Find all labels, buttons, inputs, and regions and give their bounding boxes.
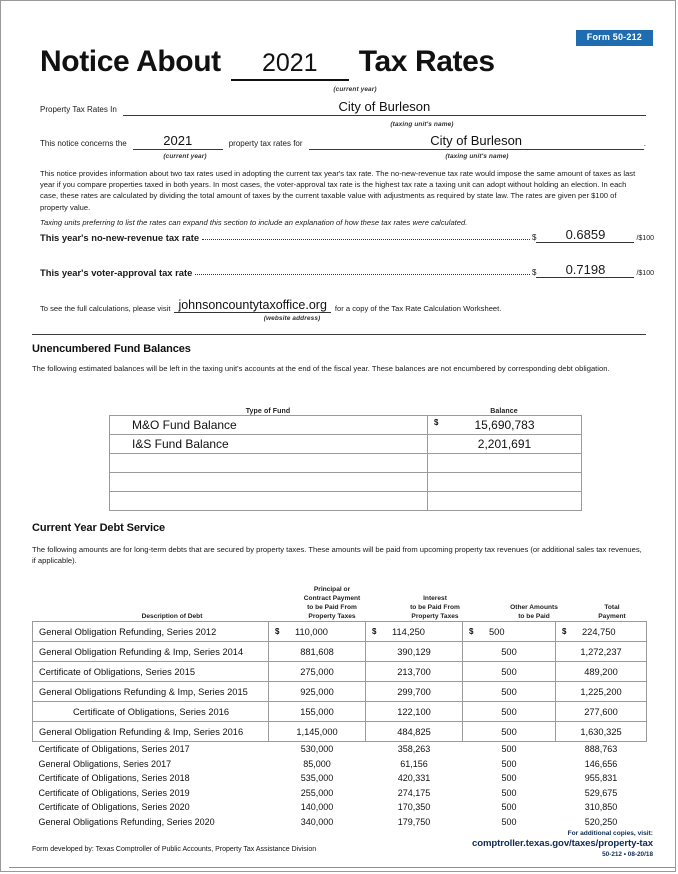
debt-column-header-principal-l3: to be Paid From xyxy=(307,604,357,611)
debt-description: Certificate of Obligations, Series 2017 xyxy=(38,744,190,755)
property-tax-rates-in-value: City of Burleson xyxy=(123,100,646,116)
debt-total: 529,675 xyxy=(584,787,618,798)
debt-interest xyxy=(366,622,463,642)
debt-column-header-description: Description of Debt xyxy=(141,613,203,620)
fund-balance-cell xyxy=(428,416,582,435)
debt-other xyxy=(463,622,556,642)
table-row xyxy=(110,492,582,511)
table-row xyxy=(33,662,647,682)
debt-description: Certificate of Obligations, Series 2016 xyxy=(33,702,269,722)
rate-per-unit: /$100 xyxy=(636,235,654,242)
debt-total: 520,250 xyxy=(584,816,618,827)
debt-interest: 299,700 xyxy=(366,682,463,702)
debt-interest: 61,156 xyxy=(400,758,428,769)
notice-concerns-unit: City of Burleson xyxy=(309,134,644,150)
property-tax-rates-in-row xyxy=(40,100,646,116)
notice-concerns-year-caption: (current year) xyxy=(163,153,207,160)
table-row xyxy=(33,815,647,830)
notice-concerns-unit-caption: (taxing unit's name) xyxy=(445,153,509,160)
debt-interest: 213,700 xyxy=(366,662,463,682)
debt-other-value: 500 xyxy=(489,626,505,637)
unencumbered-heading: Unencumbered Fund Balances xyxy=(32,343,191,355)
page-content xyxy=(32,1,654,872)
voter-approval-rate-row xyxy=(40,263,654,278)
debt-principal: 925,000 xyxy=(269,682,366,702)
table-row xyxy=(33,642,647,662)
debt-principal: 140,000 xyxy=(300,802,334,813)
debt-principal: 530,000 xyxy=(300,744,334,755)
debt-total-value: 224,750 xyxy=(582,626,616,637)
debt-interest: 274,175 xyxy=(397,787,431,798)
fund-balance-value: 2,201,691 xyxy=(477,437,532,451)
debt-description: General Obligations, Series 2017 xyxy=(38,758,172,769)
table-row xyxy=(110,454,582,473)
table-row xyxy=(33,742,647,757)
no-new-revenue-rate-row xyxy=(40,228,654,243)
debt-column-header-total-l1: Total xyxy=(604,604,620,611)
footer-developed-by: Form developed by: Texas Comptroller of Public Accounts, Property Tax Assistance Division xyxy=(32,846,317,853)
dollar-sign: $ xyxy=(372,626,377,636)
table-row xyxy=(33,702,647,722)
rate-per-unit: /$100 xyxy=(636,270,654,277)
debt-total: 1,225,200 xyxy=(556,682,647,702)
fund-name-cell xyxy=(110,454,428,473)
debt-description: Certificate of Obligations, Series 2015 xyxy=(33,662,269,682)
fund-column-header-type: Type of Fund xyxy=(245,408,291,415)
debt-other: 500 xyxy=(501,744,517,755)
fund-name-cell: I&S Fund Balance xyxy=(110,435,428,454)
debt-column-header-other-l2: to be Paid xyxy=(518,613,550,620)
debt-principal: 255,000 xyxy=(300,787,334,798)
fund-table-header-row xyxy=(109,408,581,415)
website-caption: (website address) xyxy=(263,315,321,322)
rate-leader-dots xyxy=(195,266,530,275)
debt-interest-value: 114,250 xyxy=(392,626,425,637)
debt-description: General Obligation Refunding & Imp, Series 2016 xyxy=(33,722,269,742)
debt-column-header-principal-l2: Contract Payment xyxy=(303,595,361,602)
debt-table-header-row xyxy=(32,579,654,623)
debt-other: 500 xyxy=(501,816,517,827)
debt-description: Certificate of Obligations, Series 2019 xyxy=(38,787,190,798)
fund-balance-table xyxy=(109,415,582,511)
debt-principal: 155,000 xyxy=(269,702,366,722)
title-year-caption: (current year) xyxy=(333,86,377,93)
debt-principal: 85,000 xyxy=(303,758,331,769)
debt-service-heading: Current Year Debt Service xyxy=(32,522,166,534)
debt-description: Certificate of Obligations, Series 2020 xyxy=(38,802,190,813)
debt-column-header-interest-l1: Interest xyxy=(423,595,447,602)
notice-concerns-period: . xyxy=(643,139,646,148)
debt-interest: 122,100 xyxy=(366,702,463,722)
debt-interest: 170,350 xyxy=(397,802,431,813)
debt-principal: 340,000 xyxy=(300,816,334,827)
debt-column-header-other-l1: Other Amounts xyxy=(510,604,558,611)
debt-other: 500 xyxy=(463,662,556,682)
rate-dollar-sign: $ xyxy=(532,268,537,277)
fund-column-header-balance: Balance xyxy=(490,408,518,415)
dollar-sign: $ xyxy=(562,626,567,636)
debt-service-table xyxy=(32,621,647,829)
debt-total: 146,656 xyxy=(584,758,618,769)
notice-concerns-row xyxy=(40,134,646,150)
rate-dollar-sign: $ xyxy=(532,233,537,242)
debt-principal: 275,000 xyxy=(269,662,366,682)
debt-interest: 420,331 xyxy=(397,773,431,784)
website-after-text: for a copy of the Tax Rate Calculation Worksheet. xyxy=(334,304,502,313)
dollar-sign: $ xyxy=(275,626,280,636)
fund-balance-cell xyxy=(428,473,582,492)
voter-approval-rate-label: This year's voter-approval tax rate xyxy=(40,267,193,278)
unencumbered-paragraph: The following estimated balances will be left in the taxing unit's accounts at the end of the fiscal year. These balances are not encumbered by corresponding debt obligation. xyxy=(32,364,610,373)
title-year-blank xyxy=(231,49,349,81)
debt-interest: 390,129 xyxy=(366,642,463,662)
debt-principal: 881,608 xyxy=(269,642,366,662)
debt-other: 500 xyxy=(463,642,556,662)
table-row xyxy=(33,682,647,702)
debt-other: 500 xyxy=(501,802,517,813)
debt-principal: 535,000 xyxy=(300,773,334,784)
debt-interest: 358,263 xyxy=(397,744,431,755)
debt-description: General Obligations Refunding & Imp, Series 2015 xyxy=(33,682,269,702)
title-suffix: Tax Rates xyxy=(358,45,495,78)
table-row xyxy=(33,800,647,815)
debt-description: General Obligation Refunding, Series 2012 xyxy=(33,622,269,642)
debt-total: 277,600 xyxy=(556,702,647,722)
notice-concerns-year: 2021 xyxy=(133,134,223,150)
property-tax-rates-in-caption: (taxing unit's name) xyxy=(390,121,454,128)
footer-right xyxy=(472,830,653,858)
debt-other: 500 xyxy=(501,773,517,784)
debt-service-paragraph: The following amounts are for long-term debts that are secured by property taxes. These amounts will be paid from upcoming property tax revenues (or additional sales tax revenues, if applicable). xyxy=(32,545,642,566)
title-prefix: Notice About xyxy=(40,45,221,78)
fund-balance-cell xyxy=(428,435,582,454)
website-address-value[interactable]: johnsoncountytaxoffice.org xyxy=(174,298,330,313)
debt-description: General Obligations Refunding, Series 2020 xyxy=(38,816,215,827)
fund-name-cell xyxy=(110,492,428,511)
form-number-badge: Form 50-212 xyxy=(576,30,653,46)
debt-total: 1,272,237 xyxy=(556,642,647,662)
no-new-revenue-rate-label: This year's no-new-revenue tax rate xyxy=(40,232,200,243)
debt-column-header-principal-l1: Principal or xyxy=(313,586,351,593)
voter-approval-rate-value: 0.7198 xyxy=(536,263,634,278)
table-row xyxy=(33,722,647,742)
debt-principal: 1,145,000 xyxy=(269,722,366,742)
notice-concerns-label: This notice concerns the xyxy=(40,139,127,148)
table-row xyxy=(33,622,647,642)
debt-description: General Obligation Refunding & Imp, Series 2014 xyxy=(33,642,269,662)
table-row xyxy=(110,435,582,454)
debt-other: 500 xyxy=(463,722,556,742)
fund-name-cell xyxy=(110,473,428,492)
title-year-value: 2021 xyxy=(261,49,318,77)
fund-balance-cell xyxy=(428,492,582,511)
fund-name-cell: M&O Fund Balance xyxy=(110,416,428,435)
dollar-sign: $ xyxy=(469,626,474,636)
debt-interest: 484,825 xyxy=(366,722,463,742)
debt-column-header-total-l2: Payment xyxy=(598,613,626,620)
footer-copies-label: For additional copies, visit: xyxy=(567,830,653,837)
debt-total: 888,763 xyxy=(584,744,618,755)
debt-total: 489,200 xyxy=(556,662,647,682)
debt-other: 500 xyxy=(463,702,556,722)
website-row xyxy=(40,298,501,313)
debt-total: 310,850 xyxy=(584,802,618,813)
debt-total xyxy=(556,622,647,642)
italic-note: Taxing units preferring to list the rates can expand this section to include an explanation of how these tax rates were calculated. xyxy=(40,218,468,227)
footer-url[interactable]: comptroller.texas.gov/taxes/property-tax xyxy=(471,838,653,849)
section-divider xyxy=(32,334,646,335)
debt-column-header-interest-l2: to be Paid From xyxy=(410,604,460,611)
debt-other: 500 xyxy=(501,787,517,798)
table-row xyxy=(33,786,647,801)
no-new-revenue-rate-value: 0.6859 xyxy=(536,228,634,243)
debt-interest: 179,750 xyxy=(397,816,431,827)
table-row xyxy=(110,416,582,435)
debt-principal xyxy=(269,622,366,642)
debt-other: 500 xyxy=(501,758,517,769)
fund-balance-value: 15,690,783 xyxy=(474,418,535,432)
debt-description: Certificate of Obligations, Series 2018 xyxy=(38,773,190,784)
table-row xyxy=(110,473,582,492)
footer-divider xyxy=(9,867,676,868)
dollar-sign: $ xyxy=(434,418,439,427)
page-title xyxy=(40,45,495,81)
debt-principal-value: 110,000 xyxy=(295,626,328,637)
fund-balance-cell xyxy=(428,454,582,473)
debt-other: 500 xyxy=(463,682,556,702)
debt-total: 955,831 xyxy=(584,773,618,784)
property-tax-rates-in-label: Property Tax Rates In xyxy=(40,105,117,114)
intro-paragraph: This notice provides information about two tax rates used in adopting the current tax year's tax rate. The no-new-revenue tax rate would impose the same amount of taxes as last year if you compare properties taxed in both years. In most cases, the voter-approval tax rate is the highest tax rate a taxing unit can adopt without holding an election. In each case, these rates are calculated by dividing the total amount of taxes by the current taxable value with adjustments as required by state law. The rates are given per $100 of property value. xyxy=(40,169,636,212)
debt-column-header-interest-l3: Property Taxes xyxy=(411,613,459,620)
table-row xyxy=(33,771,647,786)
table-row xyxy=(33,757,647,772)
debt-column-header-principal-l4: Property Taxes xyxy=(308,613,356,620)
footer-revision: 50-212 • 08-20/18 xyxy=(602,851,653,858)
rate-leader-dots xyxy=(202,231,530,240)
fund-balance-table-wrap xyxy=(109,408,581,511)
website-before-text: To see the full calculations, please visit xyxy=(40,304,171,313)
debt-total: 1,630,325 xyxy=(556,722,647,742)
notice-concerns-middle: property tax rates for xyxy=(228,139,303,148)
